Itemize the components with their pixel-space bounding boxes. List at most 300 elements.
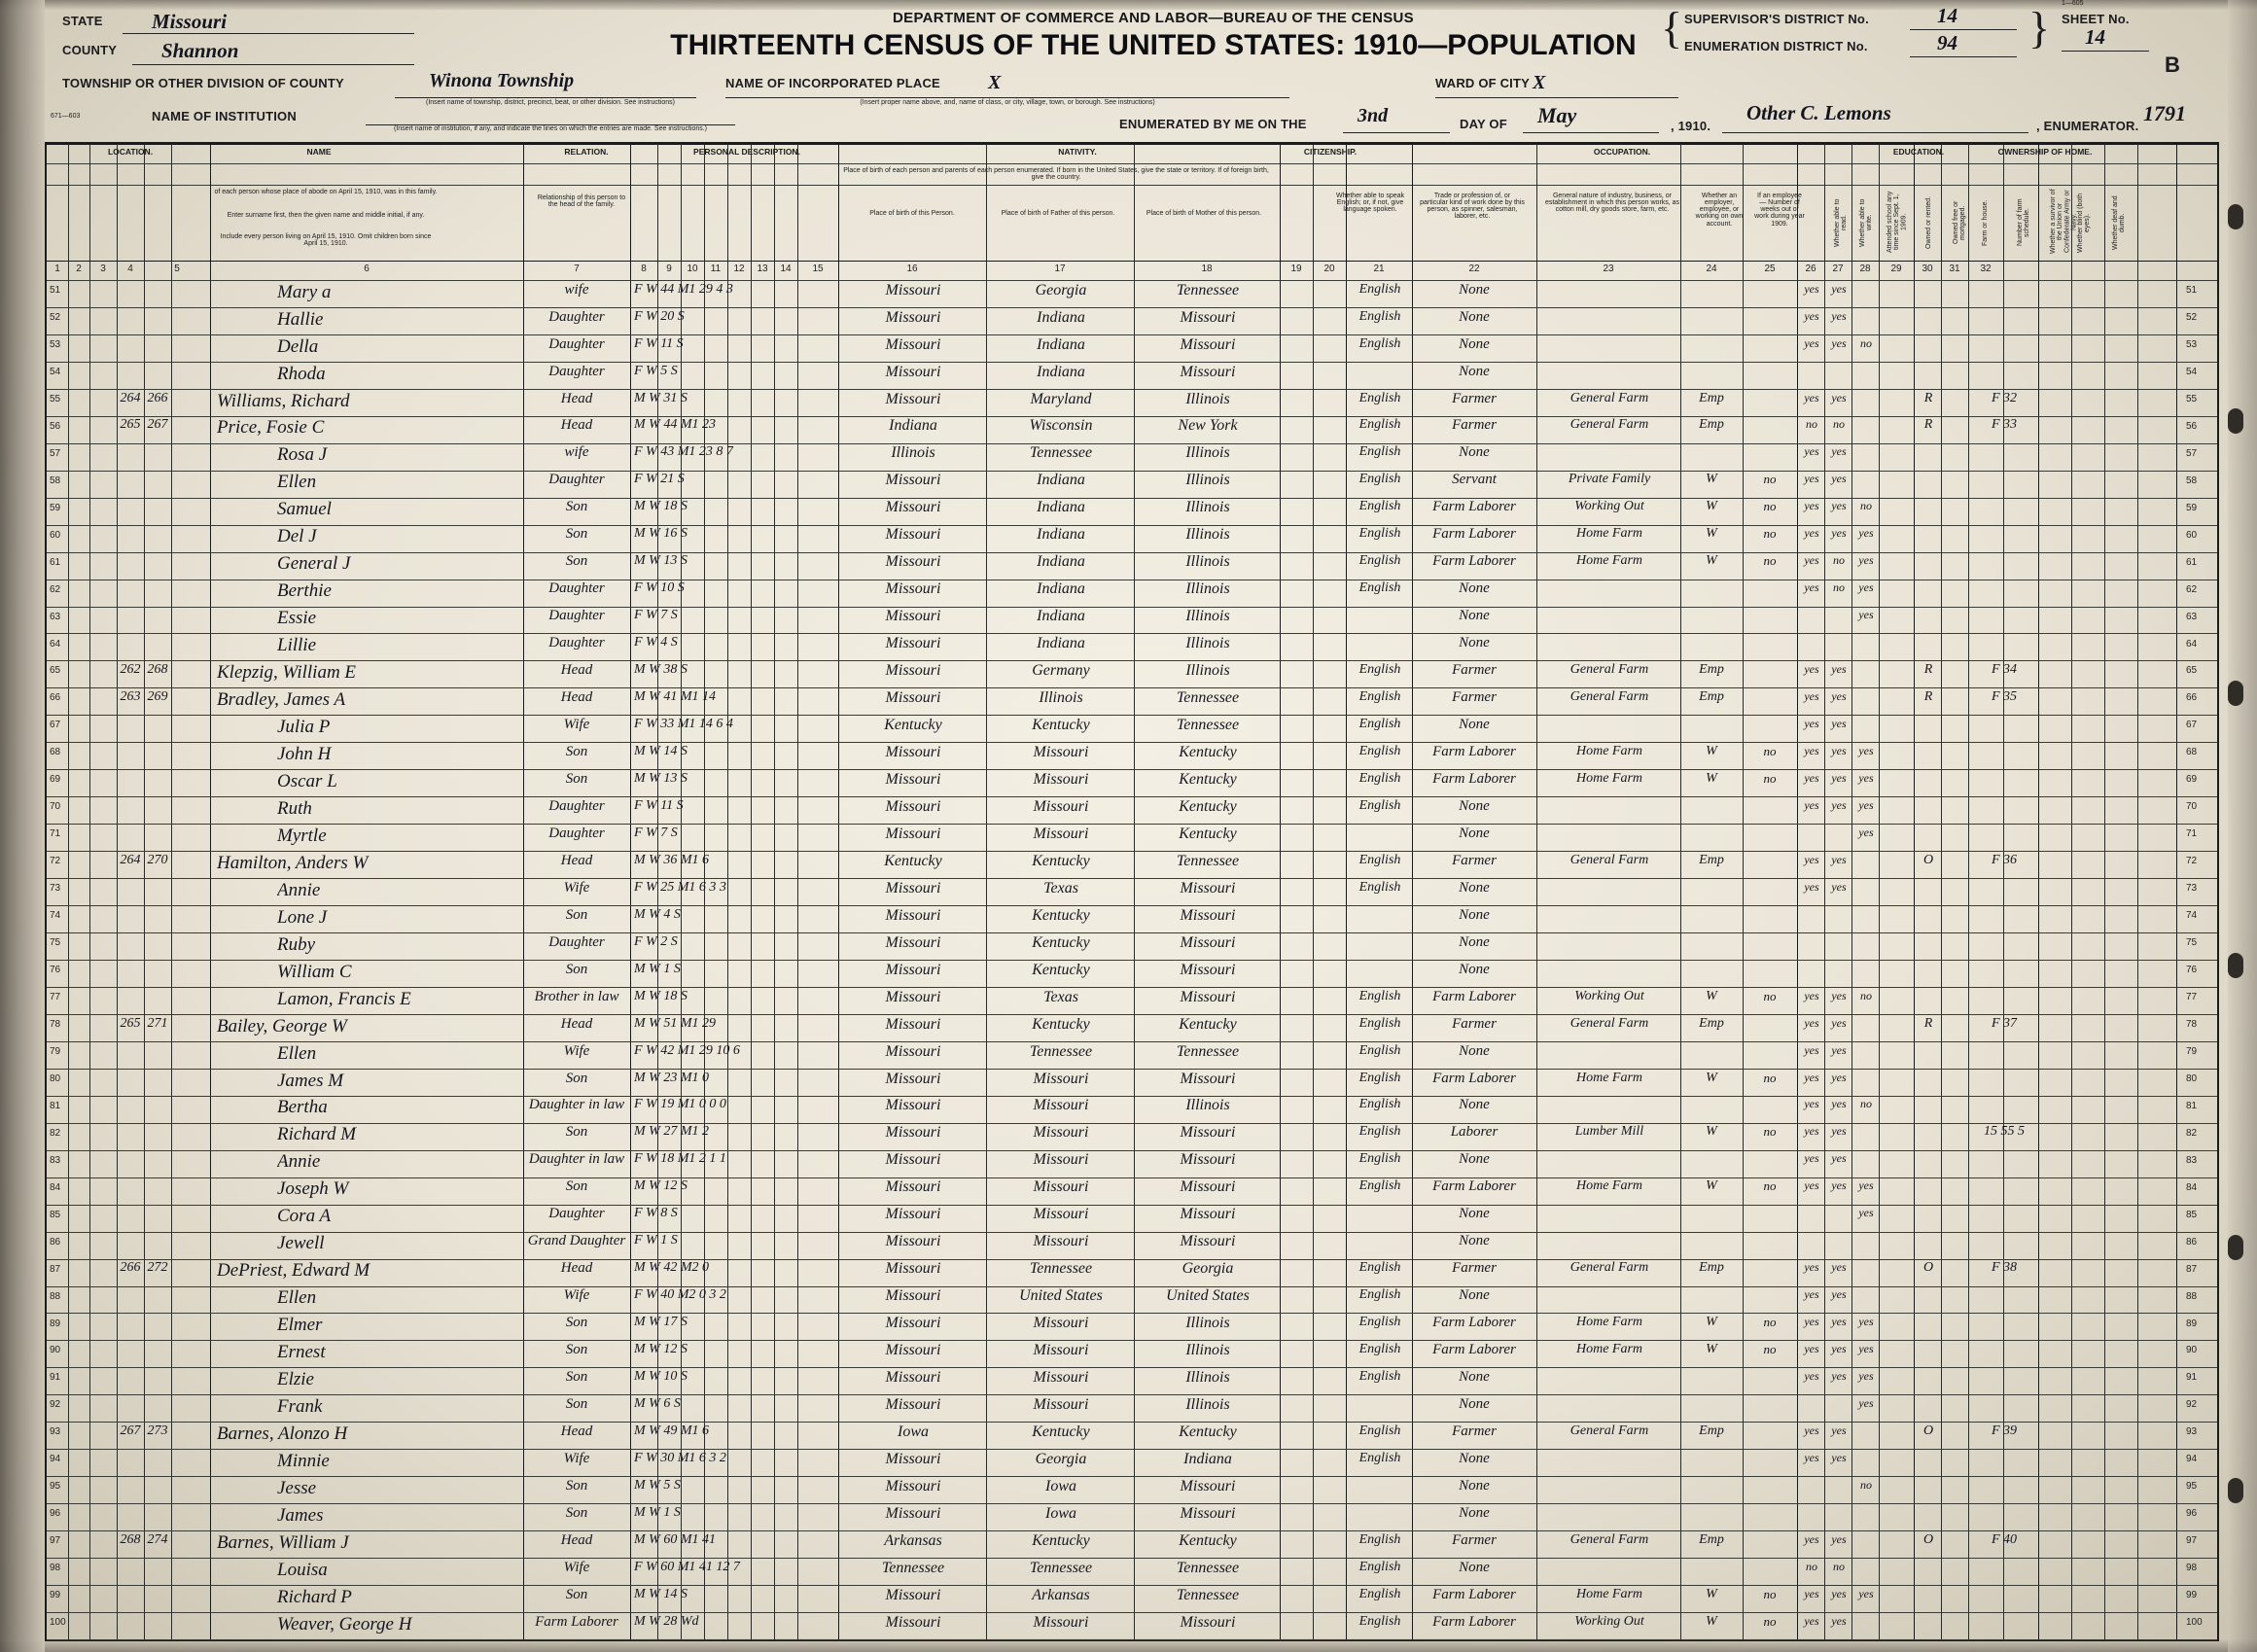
- row-number: 93: [50, 1426, 61, 1438]
- cell-lang: English: [1358, 472, 1401, 487]
- cell-father: Indiana: [1037, 308, 1085, 326]
- cell-mother: Missouri: [1180, 1151, 1236, 1169]
- edu-read-label: Whether able to read.: [1834, 198, 1849, 247]
- cell-occ: None: [1459, 1042, 1490, 1059]
- cell-mother: Tennessee: [1176, 1586, 1240, 1603]
- cell-relation: Daughter: [548, 580, 605, 597]
- cell-mother: Illinois: [1185, 553, 1230, 571]
- cell-farm: F 37: [1991, 1015, 2018, 1031]
- cell-father: Missouri: [1033, 1396, 1089, 1414]
- cell-birth: Missouri: [885, 335, 941, 353]
- cell-lang: English: [1358, 1178, 1401, 1194]
- group-location: LOCATION.: [107, 147, 154, 157]
- cell-ind: General Farm: [1569, 417, 1649, 433]
- cell-pd: F W 30 M1 6 3 2: [634, 1450, 726, 1465]
- row-number: 52: [50, 311, 61, 323]
- cell-dwelling: 265: [120, 1015, 141, 1031]
- cell-birth: Missouri: [885, 635, 941, 652]
- enumeration-label: ENUMERATION DISTRICT No.: [1684, 39, 1868, 53]
- cell-mother: Kentucky: [1179, 743, 1237, 760]
- cell-father: Indiana: [1037, 635, 1085, 652]
- cell-lang: English: [1358, 1042, 1401, 1058]
- cell-write: yes: [1831, 281, 1847, 296]
- row-number: 81: [50, 1100, 61, 1111]
- cell-write: yes: [1831, 335, 1847, 350]
- cell-name: Annie: [277, 879, 321, 900]
- row-number: 99: [2186, 1590, 2198, 1601]
- cell-relation: Son: [565, 1124, 588, 1141]
- cell-read: yes: [1804, 852, 1819, 866]
- cell-birth: Missouri: [885, 1450, 941, 1467]
- row-number: 67: [50, 720, 61, 731]
- cell-mother: Illinois: [1185, 499, 1230, 516]
- cell-mother: Illinois: [1185, 526, 1230, 544]
- cell-relation: wife: [564, 444, 589, 461]
- row-number: 76: [2186, 965, 2198, 976]
- punch-hole: [2228, 681, 2243, 706]
- cell-pd: M W 38 S: [634, 662, 688, 678]
- cell-birth: Missouri: [885, 689, 941, 707]
- cell-mother: Illinois: [1185, 472, 1230, 489]
- row-number: 92: [50, 1399, 61, 1411]
- row-number: 68: [2186, 747, 2198, 758]
- cell-father: Iowa: [1045, 1504, 1076, 1522]
- row-number: 79: [2186, 1045, 2198, 1057]
- cell-own: R: [1923, 417, 1933, 433]
- row-number: 80: [50, 1072, 61, 1084]
- cell-read: yes: [1804, 444, 1819, 459]
- cell-birth: Missouri: [885, 1042, 941, 1060]
- cell-family: 269: [147, 689, 168, 705]
- row-number: 98: [50, 1563, 61, 1574]
- cell-name: Louisa: [277, 1559, 328, 1580]
- cell-occ: None: [1459, 1233, 1490, 1249]
- township-rule: [395, 97, 696, 98]
- cell-relation: Head: [560, 689, 593, 706]
- row-number: 73: [50, 883, 61, 895]
- cell-emp: W: [1706, 472, 1717, 487]
- cell-relation: Daughter: [548, 1206, 605, 1222]
- column-number: 18: [1201, 264, 1213, 274]
- cell-birth: Missouri: [885, 743, 941, 760]
- cell-lang: English: [1358, 988, 1401, 1003]
- cell-read: yes: [1804, 1124, 1819, 1139]
- row-number: 82: [2186, 1127, 2198, 1139]
- column-number: 31: [1949, 264, 1960, 274]
- row-number: 89: [2186, 1318, 2198, 1329]
- group-personal-description: PERSONAL DESCRIPTION.: [693, 147, 800, 157]
- cell-father: Kentucky: [1032, 1531, 1090, 1549]
- cell-write: no: [1833, 580, 1845, 595]
- cell-own: R: [1923, 689, 1933, 705]
- cell-ind: General Farm: [1569, 662, 1649, 678]
- group-occupation: OCCUPATION.: [1593, 147, 1651, 157]
- cell-father: Indiana: [1037, 580, 1085, 598]
- cell-name: Samuel: [277, 499, 332, 520]
- cell-mother: New York: [1178, 417, 1238, 435]
- cell-occ: Farmer: [1452, 662, 1497, 679]
- cell-mother: Tennessee: [1176, 281, 1240, 299]
- cell-pd: F W 43 M1 23 8 7: [634, 444, 733, 460]
- cell-pd: F W 5 S: [634, 363, 678, 378]
- cell-school: no: [1860, 335, 1872, 350]
- cell-write: yes: [1831, 717, 1847, 731]
- cell-lang: English: [1358, 580, 1401, 596]
- cell-emp: W: [1706, 988, 1717, 1003]
- row-number: 82: [50, 1127, 61, 1139]
- cell-relation: Daughter: [548, 635, 605, 651]
- cell-occ: Farmer: [1452, 1015, 1497, 1032]
- enumerator-label: , ENUMERATOR.: [2036, 119, 2139, 133]
- cell-relation: Head: [560, 1015, 593, 1032]
- cell-relation: Daughter: [548, 363, 605, 379]
- cell-pd: F W 33 M1 14 6 4: [634, 717, 733, 732]
- cell-relation: Son: [565, 1342, 588, 1358]
- cell-school: no: [1860, 499, 1872, 513]
- cell-occ: None: [1459, 906, 1490, 923]
- cell-relation: Son: [565, 1396, 588, 1413]
- cell-lang: English: [1358, 1369, 1401, 1385]
- cell-mother: Tennessee: [1176, 717, 1240, 734]
- cell-name: Elmer: [277, 1315, 323, 1336]
- cell-school: yes: [1858, 770, 1874, 785]
- cell-write: yes: [1831, 1070, 1847, 1084]
- row-number: 84: [2186, 1181, 2198, 1193]
- row-number: 80: [2186, 1072, 2198, 1084]
- cell-name: Berthie: [277, 580, 332, 602]
- cell-father: Missouri: [1033, 797, 1089, 815]
- cell-write: yes: [1831, 1042, 1847, 1057]
- relation-instructions: Relationship of this person to the head of the family.: [537, 194, 626, 209]
- cell-occ: None: [1459, 1151, 1490, 1168]
- row-number: 68: [50, 747, 61, 758]
- cell-mother: Illinois: [1185, 635, 1230, 652]
- cell-mother: Missouri: [1180, 1206, 1236, 1223]
- cell-write: yes: [1831, 1097, 1847, 1111]
- cell-mother: Illinois: [1185, 1315, 1230, 1332]
- cell-birth: Missouri: [885, 1586, 941, 1603]
- cell-pd: M W 44 M1 23: [634, 417, 716, 433]
- group-ownership: OWNERSHIP OF HOME.: [1997, 147, 2093, 157]
- column-number: 3: [100, 264, 106, 274]
- cell-father: Missouri: [1033, 1369, 1089, 1387]
- cell-pd: F W 21 S: [634, 472, 685, 487]
- cell-relation: Head: [560, 1260, 593, 1277]
- cell-pd: F W 4 S: [634, 635, 678, 650]
- cell-ow: no: [1763, 553, 1777, 569]
- cell-pd: M W 17 S: [634, 1315, 688, 1330]
- cell-write: yes: [1831, 1151, 1847, 1166]
- cell-relation: Head: [560, 390, 593, 406]
- ward-label: WARD OF CITY: [1435, 76, 1531, 90]
- cell-lang: English: [1358, 743, 1401, 758]
- cell-ind: General Farm: [1569, 1531, 1649, 1547]
- incorporated-note: (Insert proper name above, and, name of class, or city, village, town, or borough. See instructions): [860, 99, 1155, 106]
- cell-emp: Emp: [1699, 1423, 1724, 1438]
- cell-mother: Indiana: [1183, 1450, 1232, 1467]
- cell-write: yes: [1831, 444, 1847, 459]
- column-number: 8: [641, 264, 647, 274]
- cell-birth: Missouri: [885, 526, 941, 544]
- row-number: 65: [2186, 665, 2198, 677]
- cell-name: Rhoda: [277, 363, 326, 384]
- row-number: 71: [50, 828, 61, 840]
- row-number: 98: [2186, 1563, 2198, 1574]
- row-number: 78: [50, 1018, 61, 1030]
- form-header: [45, 0, 2215, 140]
- cell-write: yes: [1831, 852, 1847, 866]
- row-number: 86: [2186, 1236, 2198, 1248]
- row-number: 93: [2186, 1426, 2198, 1438]
- cell-relation: Son: [565, 961, 588, 977]
- cell-father: Georgia: [1035, 1450, 1087, 1467]
- cell-father: Missouri: [1033, 1315, 1089, 1332]
- cell-father: Missouri: [1033, 1206, 1089, 1223]
- cell-ow: no: [1763, 1070, 1777, 1085]
- occupation-trade-label: Trade or profession of, or particular kind of work done by this person, as spinner, salesman, laborer, etc.: [1420, 193, 1525, 221]
- cell-relation: Daughter: [548, 335, 605, 352]
- cell-birth: Missouri: [885, 1070, 941, 1087]
- cell-lang: English: [1358, 1260, 1401, 1276]
- cell-own: O: [1922, 1423, 1934, 1438]
- cell-school: no: [1860, 1097, 1872, 1111]
- cell-mother: Illinois: [1185, 1396, 1230, 1414]
- cell-name: Williams, Richard: [217, 390, 350, 411]
- cell-pd: F W 25 M1 6 3 3: [634, 879, 726, 895]
- cell-own: R: [1923, 1015, 1933, 1031]
- cell-ow: no: [1763, 526, 1777, 542]
- cell-ind: Working Out: [1574, 988, 1644, 1003]
- cell-birth: Missouri: [885, 961, 941, 978]
- cell-birth: Missouri: [885, 797, 941, 815]
- cell-birth: Missouri: [885, 1178, 941, 1196]
- cell-lang: English: [1358, 1531, 1401, 1547]
- cell-pd: F W 18 M1 2 1 1: [634, 1151, 726, 1167]
- cell-relation: Wife: [563, 879, 590, 896]
- cell-emp: W: [1706, 1342, 1717, 1357]
- cell-write: yes: [1831, 1015, 1847, 1030]
- cell-relation: Son: [565, 1477, 588, 1494]
- cell-pd: M W 13 S: [634, 553, 688, 569]
- cell-father: Missouri: [1033, 1178, 1089, 1196]
- row-number: 76: [50, 965, 61, 976]
- cell-name: James M: [277, 1070, 344, 1091]
- cell-mother: Missouri: [1180, 308, 1236, 326]
- occupation-class-label: Whether an employer, employee, or working on own account.: [1695, 193, 1744, 228]
- cell-write: yes: [1831, 526, 1847, 541]
- cell-birth: Missouri: [885, 472, 941, 489]
- cell-father: Illinois: [1039, 689, 1083, 707]
- nativity-person-label: Place of birth of this Person.: [869, 210, 955, 217]
- row-number: 78: [2186, 1018, 2198, 1030]
- cell-name: Barnes, William J: [217, 1531, 349, 1553]
- county-rule: [132, 64, 414, 65]
- cell-read: yes: [1804, 335, 1819, 350]
- cell-dwelling: 262: [120, 662, 141, 678]
- row-number: 77: [50, 991, 61, 1002]
- cell-occ: Farm Laborer: [1432, 1342, 1516, 1358]
- cell-dwelling: 265: [120, 417, 141, 433]
- row-number: 55: [2186, 393, 2198, 404]
- row-number: 56: [2186, 420, 2198, 432]
- cell-father: Kentucky: [1032, 961, 1090, 978]
- cell-occ: Farmer: [1452, 390, 1497, 406]
- row-number: 53: [50, 338, 61, 350]
- cell-ow: no: [1763, 1315, 1777, 1330]
- cell-relation: Head: [560, 417, 593, 434]
- survivor-label: Whether a survivor of the Union or Confederate Army or Navy.: [2050, 189, 2078, 255]
- cell-birth: Missouri: [885, 1477, 941, 1494]
- cell-occ: None: [1459, 1287, 1490, 1304]
- cell-name: Ellen: [277, 1287, 317, 1309]
- cell-read: yes: [1804, 1531, 1819, 1546]
- cell-occ: None: [1459, 335, 1490, 352]
- cell-emp: Emp: [1699, 689, 1724, 705]
- cell-name: Rosa J: [277, 444, 328, 466]
- cell-birth: Missouri: [885, 770, 941, 788]
- cell-father: Indiana: [1037, 499, 1085, 516]
- row-number: 95: [2186, 1481, 2198, 1493]
- cell-father: Kentucky: [1032, 852, 1090, 869]
- incorporated-label: NAME OF INCORPORATED PLACE: [725, 76, 940, 90]
- row-number: 88: [50, 1290, 61, 1302]
- cell-occ: Farmer: [1452, 1423, 1497, 1439]
- language-label: Whether able to speak English; or, if not, give language spoken.: [1335, 193, 1405, 214]
- cell-pd: F W 11 S: [634, 335, 684, 351]
- cell-family: 267: [147, 417, 168, 433]
- row-number: 84: [50, 1181, 61, 1193]
- cell-relation: Daughter in law: [528, 1151, 625, 1168]
- column-number: 32: [1980, 264, 1992, 274]
- cell-ind: Home Farm: [1575, 1070, 1643, 1085]
- cell-pd: F W 20 S: [634, 308, 685, 324]
- cell-relation: Daughter: [548, 308, 605, 325]
- column-number: 5: [174, 264, 180, 274]
- cell-name: Jesse: [277, 1477, 317, 1498]
- occupation-industry-label: General nature of industry, business, or establishment in which this person works, as cotton mill, dry goods store, farm, etc.: [1544, 193, 1680, 214]
- cell-relation: Son: [565, 1178, 588, 1195]
- cell-relation: Daughter: [548, 933, 605, 950]
- cell-pd: F W 60 M1 41 12 7: [634, 1559, 740, 1574]
- cell-mother: Tennessee: [1176, 689, 1240, 707]
- cell-occ: None: [1459, 1504, 1490, 1521]
- row-number: 74: [50, 910, 61, 922]
- cell-lang: English: [1358, 1097, 1401, 1112]
- cell-occ: None: [1459, 879, 1490, 896]
- cell-read: yes: [1804, 1070, 1819, 1084]
- column-number: 9: [666, 264, 672, 274]
- cell-ow: no: [1763, 499, 1777, 514]
- row-number: 62: [50, 583, 61, 595]
- cell-read: yes: [1804, 472, 1819, 486]
- cell-emp: W: [1706, 1178, 1717, 1194]
- cell-birth: Illinois: [891, 444, 935, 462]
- cell-farm: F 33: [1991, 417, 2018, 433]
- cell-ind: General Farm: [1569, 1260, 1649, 1276]
- row-number: 69: [2186, 774, 2198, 786]
- cell-emp: Emp: [1699, 390, 1724, 405]
- cell-mother: Kentucky: [1179, 1015, 1237, 1033]
- row-number: 54: [50, 366, 61, 377]
- cell-birth: Missouri: [885, 580, 941, 598]
- row-number: 86: [50, 1236, 61, 1248]
- cell-own: R: [1923, 390, 1933, 405]
- cell-mother: Georgia: [1181, 1260, 1234, 1278]
- cell-relation: Son: [565, 1504, 588, 1521]
- row-number: 71: [2186, 828, 2198, 840]
- cell-birth: Missouri: [885, 1396, 941, 1414]
- cell-father: Tennessee: [1029, 444, 1093, 462]
- township-note: (Insert name of township, district, precinct, beat, or other division. See instructions): [425, 99, 675, 106]
- cell-father: United States: [1019, 1287, 1103, 1305]
- column-number: 14: [780, 264, 792, 274]
- cell-mother: Illinois: [1185, 1097, 1230, 1114]
- row-number: 60: [2186, 529, 2198, 541]
- cell-mother: Illinois: [1185, 1369, 1230, 1387]
- cell-lang: English: [1358, 1450, 1401, 1465]
- cell-birth: Arkansas: [884, 1531, 942, 1549]
- cell-lang: English: [1358, 662, 1401, 678]
- row-number: 96: [2186, 1508, 2198, 1520]
- cell-pd: M W 27 M1 2: [634, 1124, 709, 1140]
- row-number: 73: [2186, 883, 2198, 895]
- cell-name: Ruth: [277, 797, 312, 819]
- cell-father: Missouri: [1033, 1342, 1089, 1359]
- row-number: 61: [50, 556, 61, 568]
- cell-birth: Kentucky: [884, 717, 942, 734]
- cell-relation: Son: [565, 1070, 588, 1086]
- enum-month-rule: [1523, 132, 1659, 133]
- cell-birth: Missouri: [885, 1151, 941, 1169]
- cell-occ: None: [1459, 1206, 1490, 1222]
- column-number: 15: [812, 264, 824, 274]
- cell-occ: Farm Laborer: [1432, 526, 1516, 543]
- cell-name: Barnes, Alonzo H: [217, 1423, 348, 1444]
- cell-occ: None: [1459, 1559, 1490, 1575]
- township-value: Winona Township: [429, 70, 575, 91]
- cell-read: yes: [1804, 743, 1819, 757]
- cell-occ: None: [1459, 1369, 1490, 1386]
- cell-lang: English: [1358, 1423, 1401, 1438]
- cell-lang: English: [1358, 717, 1401, 732]
- column-number: 19: [1290, 264, 1302, 274]
- cell-emp: W: [1706, 1586, 1717, 1601]
- cell-name: Del J: [277, 526, 317, 547]
- row-number: 96: [50, 1508, 61, 1520]
- cell-father: Missouri: [1033, 1233, 1089, 1250]
- cell-name: Essie: [277, 608, 317, 629]
- cell-name: Ellen: [277, 472, 317, 493]
- enumerated-day: 3nd: [1358, 105, 1389, 126]
- row-number: 63: [2186, 611, 2198, 622]
- cell-relation: Wife: [563, 1042, 590, 1059]
- column-number: 29: [1890, 264, 1902, 274]
- nativity-mother-label: Place of birth of Mother of this person.: [1146, 210, 1262, 217]
- cell-pd: M W 12 S: [634, 1178, 688, 1194]
- cell-mother: Kentucky: [1179, 797, 1237, 815]
- cell-name: DePriest, Edward M: [217, 1260, 370, 1282]
- row-number: 52: [2186, 311, 2198, 323]
- cell-mother: Missouri: [1180, 1504, 1236, 1522]
- cell-occ: Farm Laborer: [1432, 1586, 1516, 1602]
- cell-emp: Emp: [1699, 1015, 1724, 1031]
- cell-emp: W: [1706, 1124, 1717, 1140]
- county-label: COUNTY: [62, 43, 118, 57]
- group-nativity: NATIVITY.: [1058, 147, 1097, 157]
- cell-father: Tennessee: [1029, 1042, 1093, 1060]
- cell-mother: Missouri: [1180, 1477, 1236, 1494]
- cell-occ: Servant: [1452, 472, 1497, 488]
